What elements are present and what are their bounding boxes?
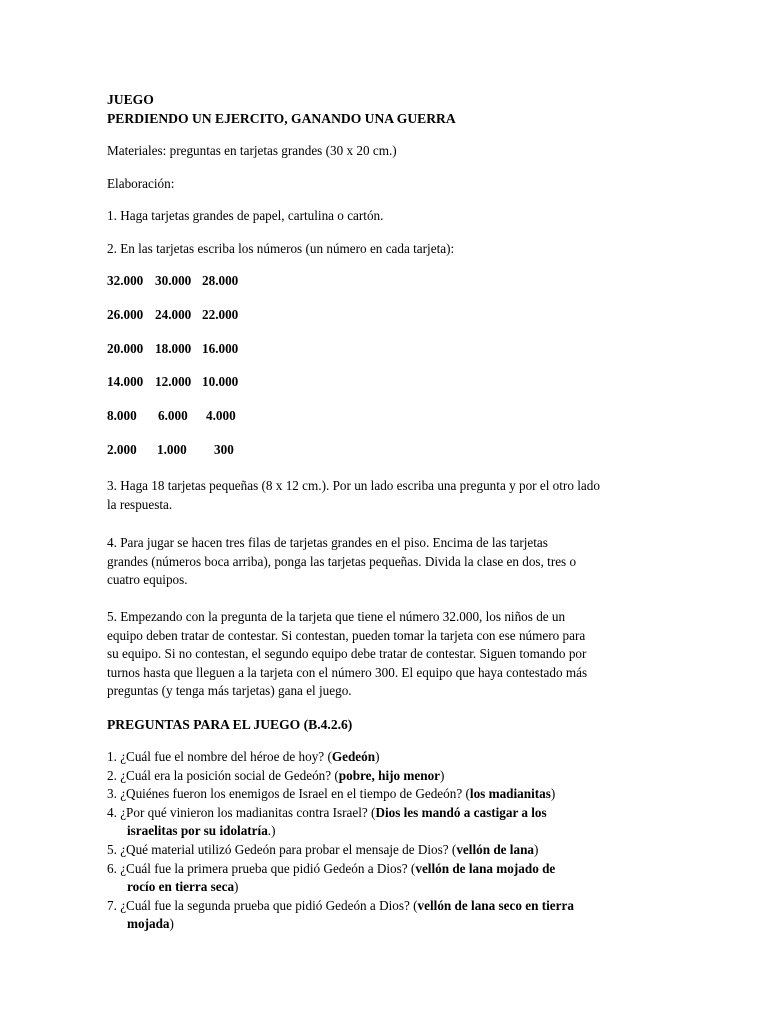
number-cell: 4.000: [206, 408, 236, 423]
number-cell: 22.000: [202, 307, 239, 322]
number-cell: 18.000: [155, 341, 192, 356]
title-block: [107, 91, 607, 128]
question-answer: los madianitas: [469, 786, 551, 802]
question-item: 1. ¿Cuál fue el nombre del héroe de hoy? (Gedeón): [107, 749, 380, 764]
question-item: 7. ¿Cuál fue la segunda prueba que pidió Gedeón a Dios? (vellón de lana seco en tierra mojada): [107, 897, 574, 932]
number-cell: 10.000: [202, 374, 239, 389]
question-answer: vellón de lana: [456, 841, 534, 857]
question-answer: pobre, hijo menor: [338, 767, 441, 783]
step-1-text: 1. Haga tarjetas grandes de papel, cartulina o cartón.: [107, 208, 384, 223]
number-cell: 16.000: [202, 341, 239, 356]
number-cell: 20.000: [107, 341, 144, 356]
number-cell: 28.000: [202, 273, 239, 288]
number-cell: 30.000: [155, 273, 192, 288]
question-item: 4. ¿Por qué vinieron los madianitas contra Israel? (Dios les mandó a castigar a los israelitas por su idolatría.): [107, 804, 547, 839]
title-line-1: JUEGO: [107, 92, 154, 107]
step-5-text: 5. Empezando con la pregunta de la tarjeta que tiene el número 32.000, los niños de un equipo deben tratar de contestar. Si contestan, pueden tomar la tarjeta con ese número para su equipo. Si no contestan, el segundo equipo debe tratar de contestar. Siguen tomando por turnos hasta que lleguen a la tarjeta con el número 300. El equipo que haya contestado más preguntas (y tenga más tarjetas) gana el juego.: [107, 609, 588, 699]
title-line-2: PERDIENDO UN EJERCITO, GANANDO UNA GUERRA: [107, 110, 456, 126]
question-item: 2. ¿Cuál era la posición social de Gedeón? (pobre, hijo menor): [107, 767, 445, 783]
number-cell: 26.000: [107, 307, 144, 322]
number-cell: 14.000: [107, 374, 144, 389]
number-cell: 2.000: [107, 442, 137, 457]
question-answer: vellón de lana mojado de rocío en tierra seca: [127, 860, 556, 895]
number-cell: 300: [214, 442, 234, 457]
question-item: 5. ¿Qué material utilizó Gedeón para probar el mensaje de Dios? (vellón de lana): [107, 841, 539, 857]
question-answer: Dios les mandó a castigar a los israelitas por su idolatría: [127, 804, 547, 839]
number-cell: 24.000: [155, 307, 192, 322]
number-cell: 1.000: [157, 442, 187, 457]
question-answer: Gedeón: [331, 749, 376, 764]
step-3-text: 3. Haga 18 tarjetas pequeñas (8 x 12 cm.). Por un lado escriba una pregunta y por el otro lado la respuesta.: [107, 478, 600, 512]
step-4-text: 4. Para jugar se hacen tres filas de tarjetas grandes en el piso. Encima de las tarjetas grandes (números boca arriba), ponga las tarjetas pequeñas. Divida la clase en dos, tres o cuatro equipos.: [107, 535, 577, 588]
number-cell: 12.000: [155, 374, 192, 389]
question-item: 6. ¿Cuál fue la primera prueba que pidió Gedeón a Dios? (vellón de lana mojado de rocío en tierra seca): [107, 860, 556, 895]
step-2-text: 2. En las tarjetas escriba los números (un número en cada tarjeta):: [107, 241, 455, 256]
question-item: 3. ¿Quiénes fueron los enemigos de Israel en el tiempo de Gedeón? (los madianitas): [107, 786, 556, 802]
questions-heading: PREGUNTAS PARA EL JUEGO (B.4.2.6): [107, 717, 353, 732]
number-cell: 8.000: [107, 408, 137, 423]
elaboration-label: Elaboración:: [107, 176, 175, 191]
materials-text: Materiales: preguntas en tarjetas grandes (30 x 20 cm.): [107, 143, 397, 158]
question-answer: vellón de lana seco en tierra mojada: [127, 897, 574, 932]
questions-list: [107, 748, 577, 934]
number-cell: 32.000: [107, 273, 144, 288]
number-cell: 6.000: [158, 408, 188, 423]
